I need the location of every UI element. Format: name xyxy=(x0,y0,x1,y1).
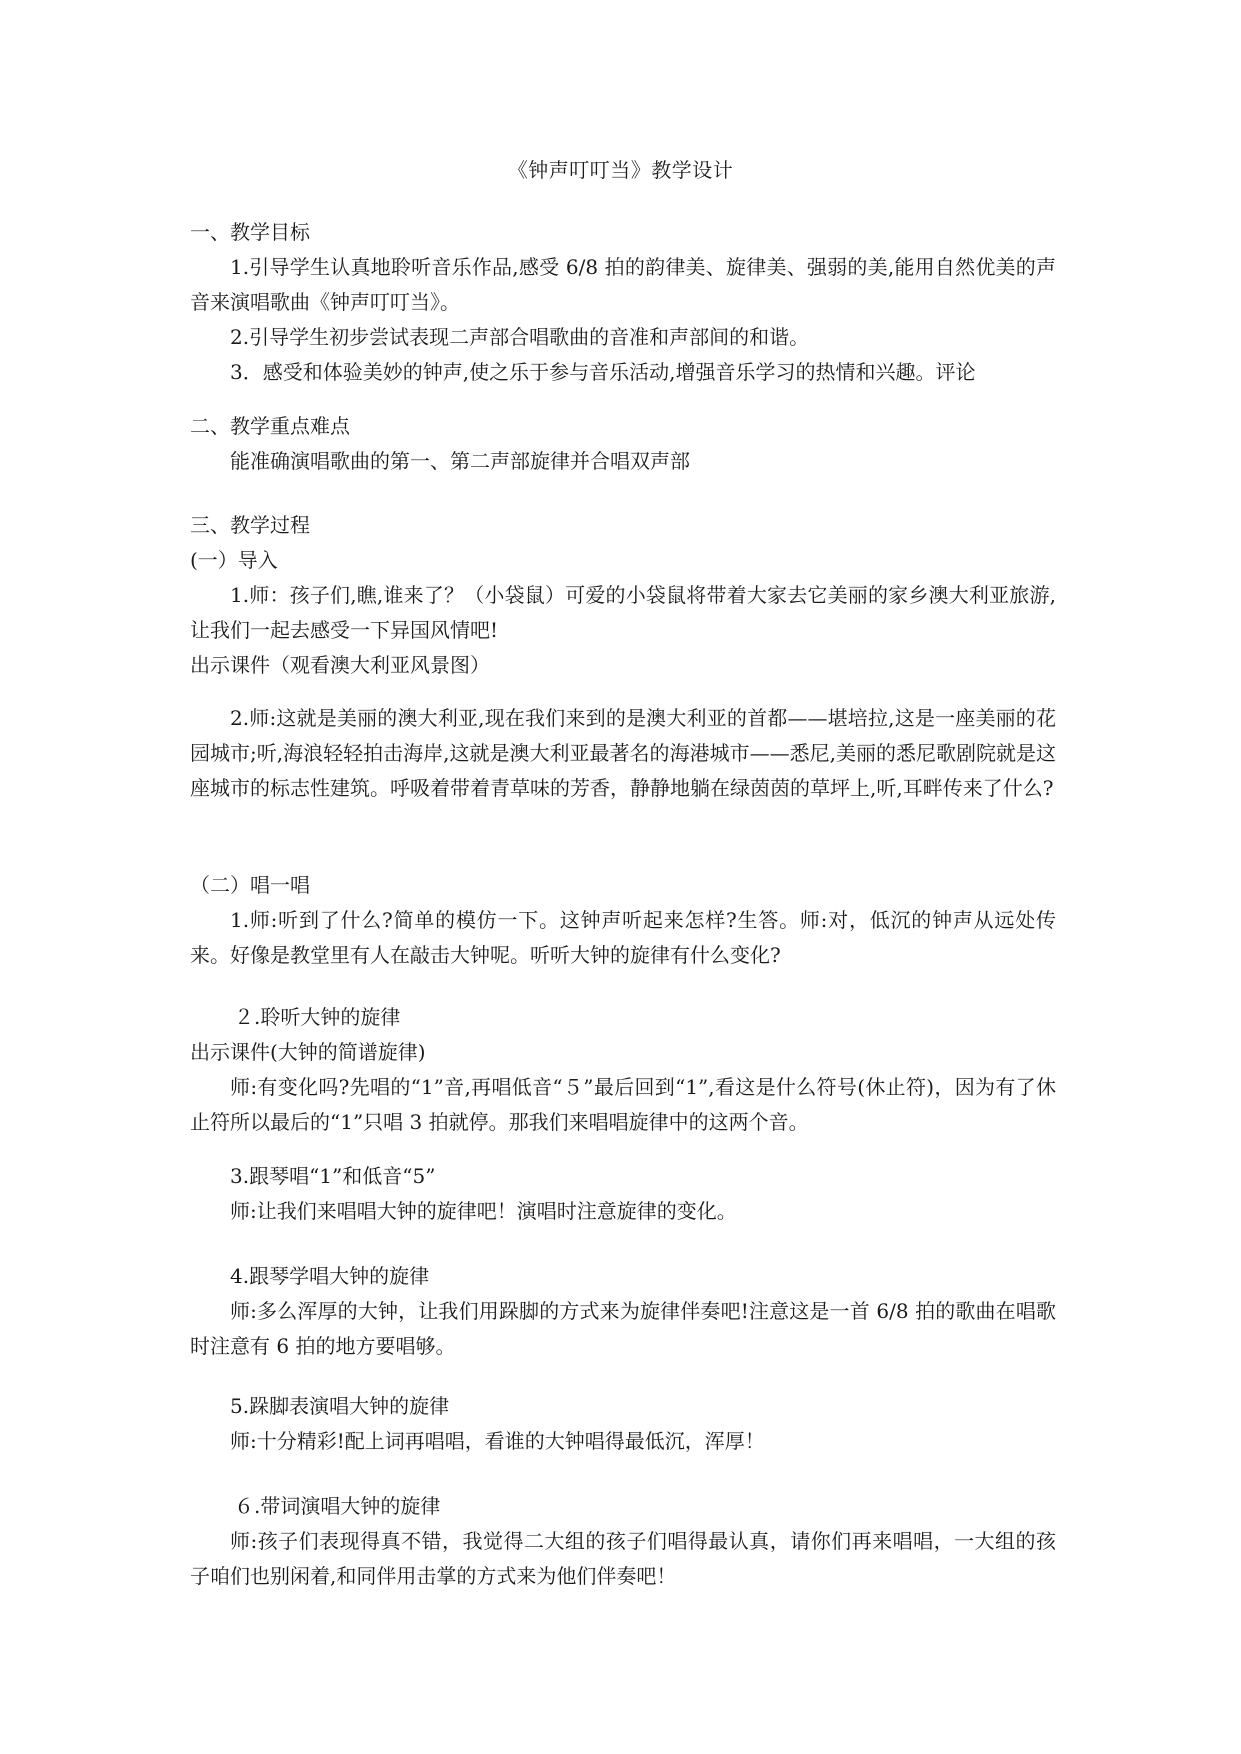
step-block xyxy=(190,1389,1056,1459)
section-heading: 一、教学目标 xyxy=(190,220,310,244)
step-title: ６.带词演唱大钟的旋律 xyxy=(234,1494,441,1518)
step-title: 3.跟琴唱“1”和低音“5” xyxy=(230,1164,436,1188)
paragraph: 师:十分精彩!配上词再唱唱，看谁的大钟唱得最低沉，浑厚！ xyxy=(230,1429,765,1453)
step-block xyxy=(190,1489,1056,1594)
section-process xyxy=(190,508,1056,683)
objective-item: 1.引导学生认真地聆听音乐作品,感受 6/8 拍的韵律美、旋律美、强弱的美,能用自然优美的声音来演唱歌曲《钟声叮叮当》。 xyxy=(190,255,1056,314)
section-heading: 二、教学重点难点 xyxy=(190,414,350,438)
paragraph: 师:有变化吗?先唱的“1”音,再唱低音“５”最后回到“1”,看这是什么符号(休止符)，因为有了休止符所以最后的“1”只唱 3 拍就停。那我们来唱唱旋律中的这两个音。 xyxy=(190,1075,1056,1134)
paragraph: 1.师：孩子们,瞧,谁来了？（小袋鼠）可爱的小袋鼠将带着大家去它美丽的家乡澳大利亚旅游,让我们一起去感受一下异国风情吧! xyxy=(190,583,1056,642)
step-title: ２.聆听大钟的旋律 xyxy=(234,1005,401,1029)
key-points-text: 能准确演唱歌曲的第一、第二声部旋律并合唱双声部 xyxy=(230,449,690,473)
step-block xyxy=(190,1000,1056,1140)
subsection-heading: (一）导入 xyxy=(190,548,278,572)
paragraph: 1.师:听到了什么?简单的模仿一下。这钟声听起来怎样?生答。师:对，低沉的钟声从远处传来。好像是教堂里有人在敲击大钟呢。听听大钟的旋律有什么变化? xyxy=(190,908,1056,967)
paragraph: 2.师:这就是美丽的澳大利亚,现在我们来到的是澳大利亚的首都——堪培拉,这是一座美丽的花园城市;听,海浪轻轻拍击海岸,这就是澳大利亚最著名的海港城市——悉尼,美丽的悉尼歌剧院就是这座城市的标志性建筑。呼吸着带着青草味的芳香，静静地躺在绿茵茵的草坪上,听,耳畔传来了什么? xyxy=(190,706,1056,800)
subsection-heading: （二）唱一唱 xyxy=(190,873,310,897)
paragraph: 师:让我们来唱唱大钟的旋律吧！演唱时注意旋律的变化。 xyxy=(230,1199,737,1223)
step-title: 5.跺脚表演唱大钟的旋律 xyxy=(230,1394,450,1418)
paragraph-block xyxy=(190,701,1056,806)
objective-item: 3．感受和体验美妙的钟声,使之乐于参与音乐活动,增强音乐学习的热情和兴趣。评论 xyxy=(230,360,976,384)
subsection-sing xyxy=(190,868,1056,973)
paragraph: 出示课件（观看澳大利亚风景图） xyxy=(190,653,490,677)
document-title: 《钟声叮叮当》教学设计 xyxy=(507,158,734,182)
objective-item: 2.引导学生初步尝试表现二声部合唱歌曲的音准和声部间的和谐。 xyxy=(230,325,810,349)
paragraph: 出示课件(大钟的简谱旋律) xyxy=(190,1040,426,1064)
paragraph: 师:多么浑厚的大钟，让我们用跺脚的方式来为旋律伴奏吧!注意这是一首 6/8 拍的歌曲在唱歌时注意有 6 拍的地方要唱够。 xyxy=(190,1299,1056,1358)
section-objectives xyxy=(190,215,1056,390)
section-heading: 三、教学过程 xyxy=(190,513,310,537)
step-block xyxy=(190,1259,1056,1364)
paragraph: 师:孩子们表现得真不错，我觉得二大组的孩子们唱得最认真，请你们再来唱唱，一大组的孩子咱们也别闲着,和同伴用击掌的方式来为他们伴奏吧！ xyxy=(190,1529,1056,1588)
section-key-points xyxy=(190,409,1056,479)
step-title: 4.跟琴学唱大钟的旋律 xyxy=(230,1264,430,1288)
step-block xyxy=(190,1159,1056,1229)
